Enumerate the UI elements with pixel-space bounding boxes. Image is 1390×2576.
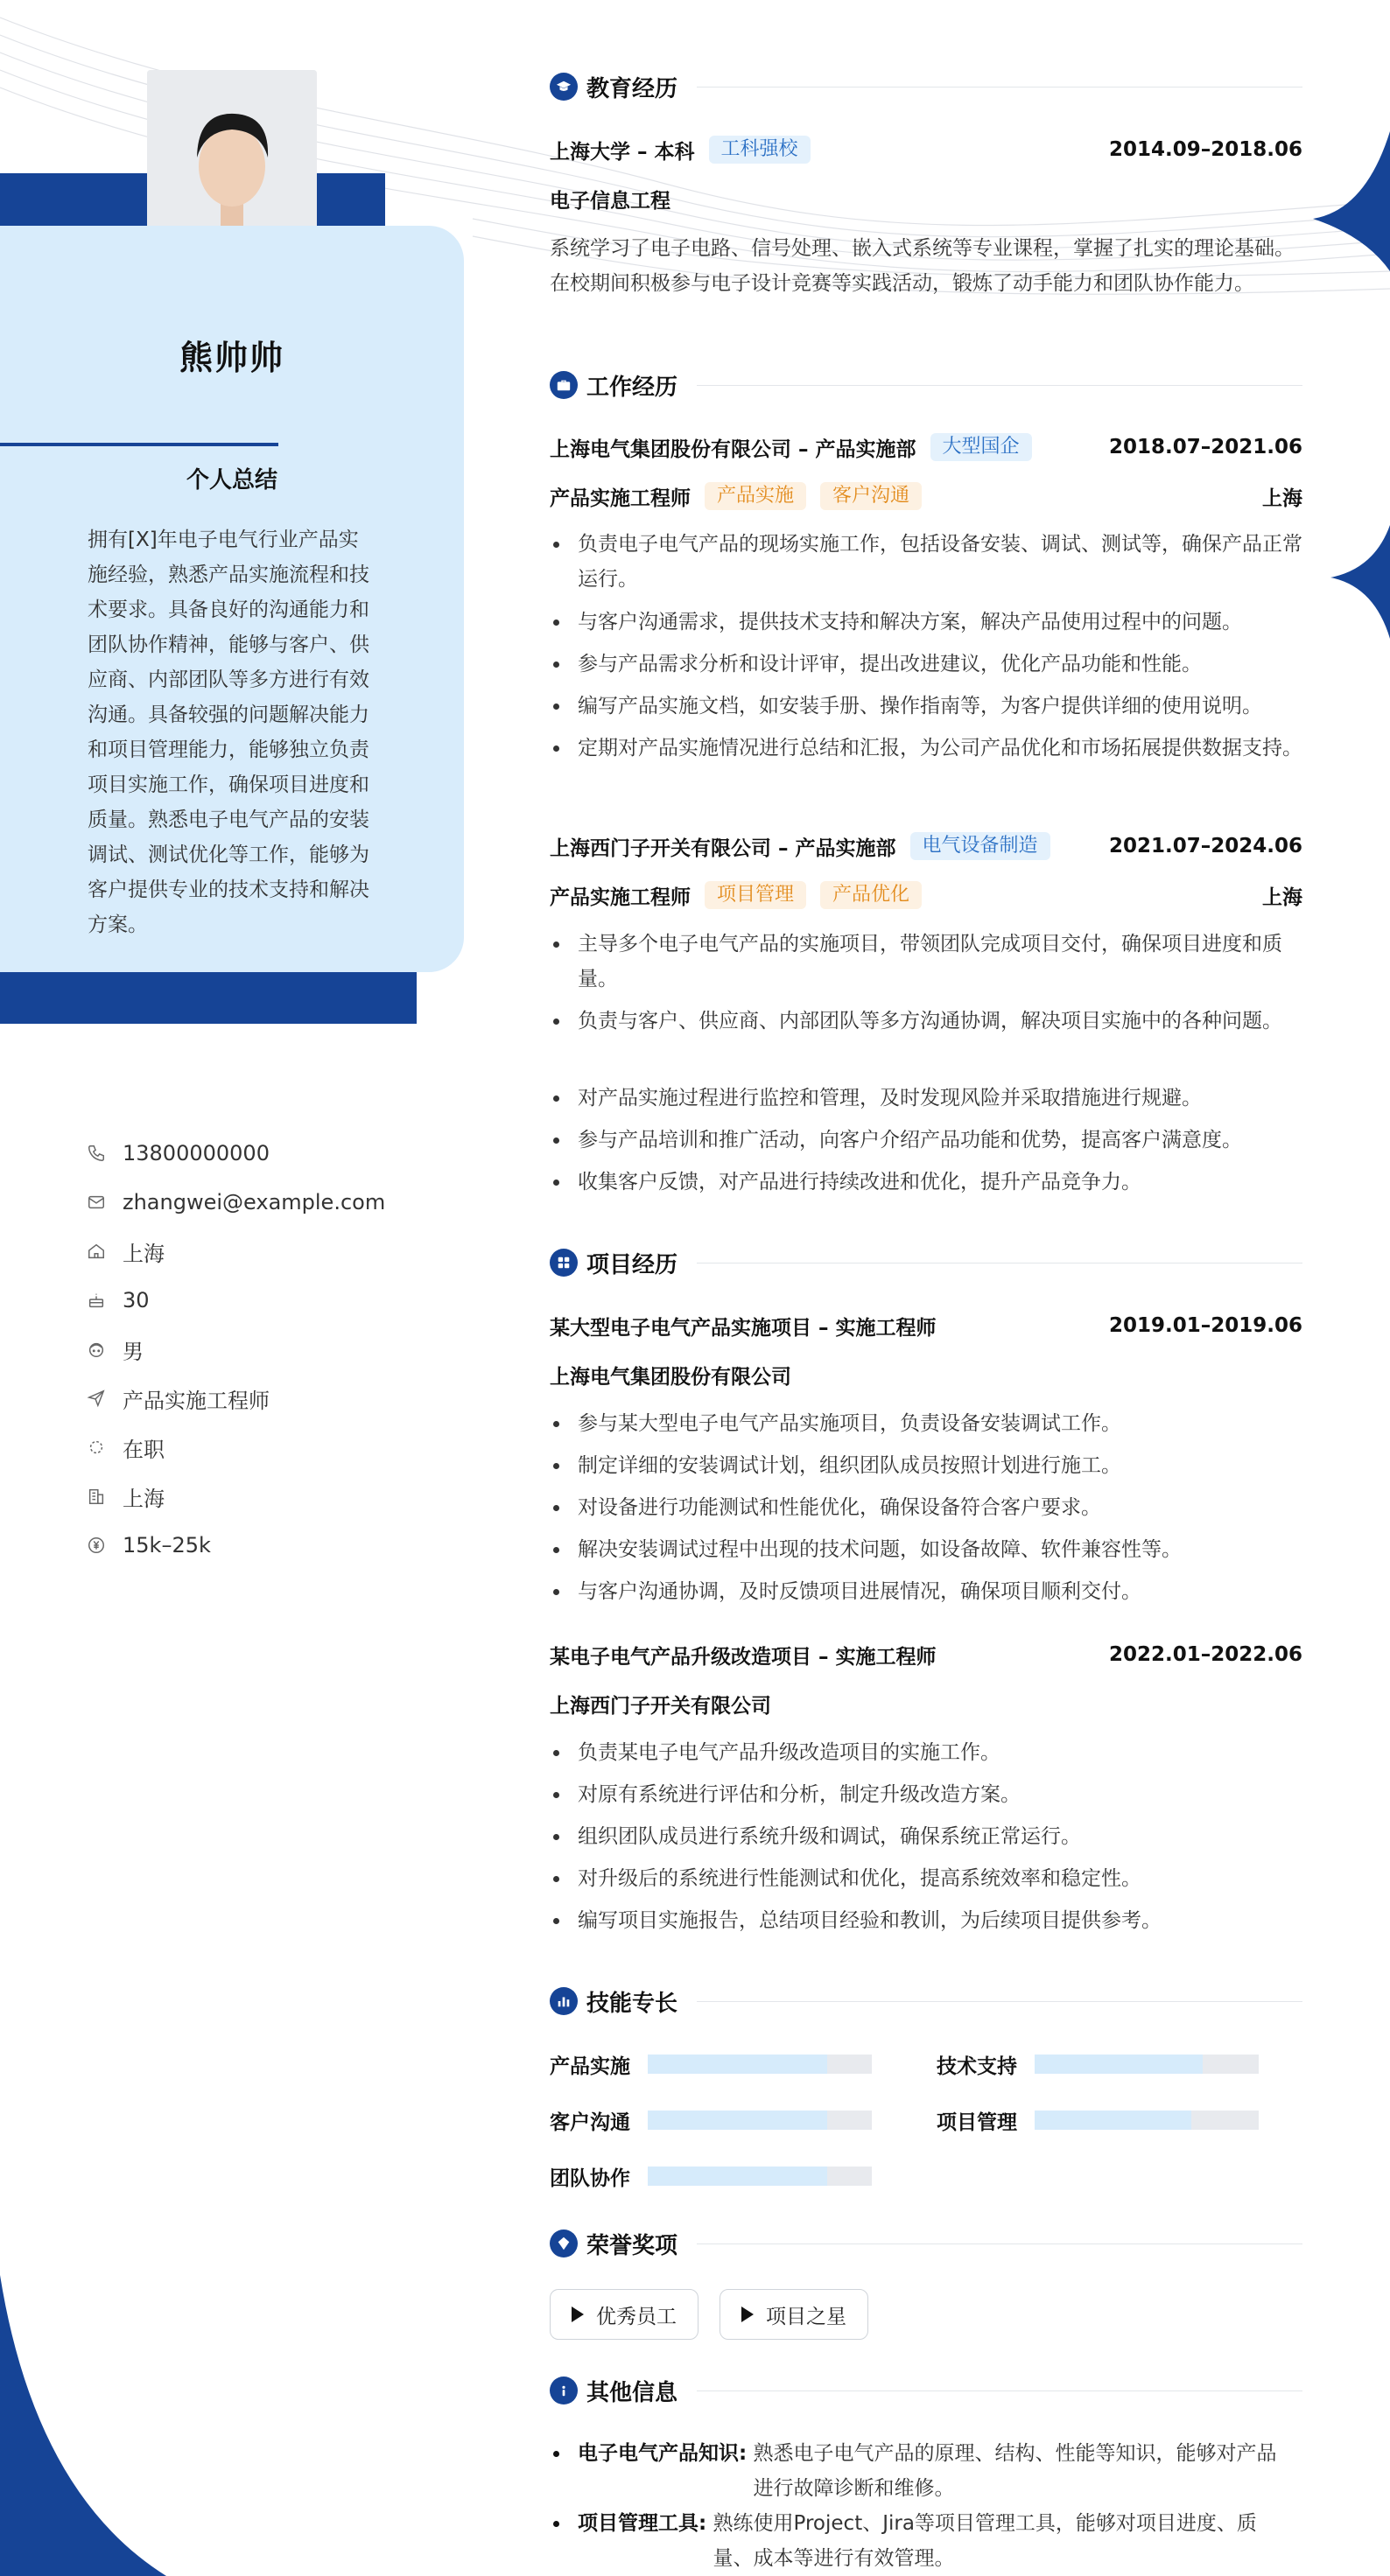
bar-chart-icon [550, 1987, 578, 2015]
list-item: 收集客户反馈，对产品进行持续改进和优化，提升产品竞争力。 [550, 1165, 1302, 1200]
contact-city [86, 1472, 385, 1521]
skill-item [550, 2047, 872, 2082]
send-icon [86, 1388, 107, 1409]
section-title: 荣誉奖项 [586, 2232, 678, 2259]
list-item: 解决安装调试过程中出现的技术问题，如设备故障、软件兼容性等。 [550, 1532, 1302, 1567]
company-tag: 电气设备制造 [910, 832, 1050, 860]
contact-text: 产品实施工程师 [123, 1388, 270, 1413]
skill-level-fill [648, 2166, 827, 2186]
play-icon [572, 2306, 584, 2322]
skill-item [937, 2103, 1259, 2138]
section-title: 工作经历 [586, 374, 678, 401]
list-item: 定期对产品实施情况进行总结和汇报，为公司产品优化和市场拓展提供数据支持。 [550, 731, 1302, 766]
section-divider [697, 2390, 1302, 2391]
list-item: 主导多个电子电气产品的实施项目，带领团队完成项目交付，确保项目进度和质量。 [550, 927, 1302, 997]
award-icon [550, 2230, 578, 2258]
company-tag: 大型国企 [930, 433, 1032, 461]
skill-bar [1035, 2054, 1259, 2074]
list-item: 负责电子电气产品的现场实施工作，包括设备安装、调试、测试等，确保产品正常运行。 [550, 527, 1302, 597]
job-date: 2018.07–2021.06 [1108, 436, 1302, 458]
contact-age [86, 1276, 385, 1325]
graduation-cap-icon [550, 73, 578, 101]
list-item: 对设备进行功能测试和性能优化，确保设备符合客户要求。 [550, 1490, 1302, 1525]
job-header-row [550, 430, 1302, 465]
contact-gender [86, 1325, 385, 1374]
play-icon [741, 2306, 754, 2322]
section-work-header [550, 368, 1302, 402]
list-item: 参与产品需求分析和设计评审，提出改进建议，优化产品功能和性能。 [550, 647, 1302, 682]
education-major-row [550, 181, 1302, 216]
skill-name: 团队协作 [550, 2166, 630, 2190]
home-icon [86, 1241, 107, 1262]
contact-text: 30 [123, 1288, 150, 1312]
gender-icon [86, 1339, 107, 1360]
contact-status [86, 1423, 385, 1472]
list-item [550, 2436, 1302, 2506]
building-icon [86, 1486, 107, 1507]
contact-text: 上海 [123, 1486, 165, 1511]
list-item: 对产品实施过程进行监控和管理，及时发现风险并采取措施进行规避。 [550, 1081, 1302, 1116]
project-date: 2022.01–2022.06 [1108, 1643, 1302, 1666]
skill-level-fill [1035, 2110, 1191, 2130]
section-title: 教育经历 [586, 75, 678, 102]
list-item: 对原有系统进行评估和分析，制定升级改造方案。 [550, 1777, 1302, 1812]
list-item: 参与某大型电子电气产品实施项目，负责设备安装调试工作。 [550, 1406, 1302, 1441]
job-role-row [550, 878, 1302, 913]
briefcase-icon [550, 371, 578, 399]
contact-text: 13800000000 [123, 1141, 270, 1166]
contact-text: 男 [123, 1339, 144, 1364]
contact-text: 在职 [123, 1437, 165, 1462]
skill-tag: 客户沟通 [820, 482, 922, 510]
skill-tag: 项目管理 [705, 881, 806, 909]
list-item: 组织团队成员进行系统升级和调试，确保系统正常运行。 [550, 1819, 1302, 1854]
skill-item [937, 2047, 1259, 2082]
skill-bar [648, 2166, 872, 2186]
phone-icon [86, 1143, 107, 1164]
list-item: 编写产品实施文档，如安装手册、操作指南等，为客户提供详细的使用说明。 [550, 689, 1302, 724]
job-role-row [550, 479, 1302, 514]
job-header-row [550, 829, 1302, 864]
major: 电子信息工程 [550, 189, 670, 213]
section-divider [697, 1263, 1302, 1264]
contact-text: zhangwei@example.com [123, 1190, 386, 1214]
project-company: 上海电气集团股份有限公司 [550, 1365, 791, 1389]
skill-bar [648, 2110, 872, 2130]
list-item: 制定详细的安装调试计划，组织团队成员按照计划进行施工。 [550, 1448, 1302, 1483]
list-item: 负责某电子电气产品升级改造项目的实施工作。 [550, 1735, 1302, 1770]
skill-name: 客户沟通 [550, 2110, 630, 2134]
summary-text: 拥有[X]年电子电气行业产品实施经验，熟悉产品实施流程和技术要求。具备良好的沟通能力和团队协作精神，能够与客户、供应商、内部团队等多方进行有效沟通。具备较强的问题解决能力和项目管理能力，能够独立负责项目实施工作，确保项目进度和质量。熟悉电子电气产品的安装调试、测试优化等工作，能够为客户提供专业的技术支持和解决方案。 [88, 528, 369, 936]
education-date: 2014.09–2018.06 [1108, 138, 1302, 161]
list-item: 参与产品培训和推广活动，向客户介绍产品功能和优势，提高客户满意度。 [550, 1123, 1302, 1158]
contact-phone [86, 1129, 385, 1178]
skill-level-fill [648, 2054, 827, 2074]
mail-icon [86, 1192, 107, 1213]
award-badge [550, 2289, 699, 2340]
section-divider [697, 87, 1302, 88]
skill-name: 项目管理 [937, 2110, 1017, 2134]
contact-list [86, 1129, 385, 1570]
section-divider [697, 2001, 1302, 2002]
project-company-row [550, 1686, 1302, 1721]
grid-icon [550, 1249, 578, 1277]
award-badge [720, 2289, 868, 2340]
school-name: 上海大学 – 本科 [550, 140, 695, 164]
skill-tag: 产品实施 [705, 482, 806, 510]
list-item: 与客户沟通协调，及时反馈项目进展情况，确保项目顺利交付。 [550, 1574, 1302, 1609]
list-item: 编写项目实施报告，总结项目经验和教训，为后续项目提供参考。 [550, 1903, 1302, 1938]
sidebar [0, 0, 490, 2576]
candidate-name: 熊帅帅 [179, 339, 284, 377]
contact-position [86, 1374, 385, 1423]
company-name: 上海电气集团股份有限公司 – 产品实施部 [550, 438, 916, 461]
section-projects-header [550, 1245, 1302, 1280]
skill-bar [648, 2054, 872, 2074]
cake-icon [86, 1290, 107, 1311]
section-title: 技能专长 [586, 1990, 678, 2017]
project-date: 2019.01–2019.06 [1108, 1314, 1302, 1337]
education-header-row [550, 132, 1302, 167]
contact-text: 15k–25k [123, 1533, 211, 1558]
project-header-row [550, 1308, 1302, 1343]
job-role: 产品实施工程师 [550, 886, 691, 909]
job-date: 2021.07–2024.06 [1108, 835, 1302, 858]
school-tag: 工科强校 [709, 136, 811, 164]
skill-name: 产品实施 [550, 2054, 630, 2078]
job-location: 上海 [1262, 486, 1302, 510]
list-item: 负责与客户、供应商、内部团队等多方沟通协调，解决项目实施中的各种问题。 [550, 1004, 1302, 1039]
contact-salary [86, 1521, 385, 1570]
contact-email [86, 1178, 385, 1227]
skill-level-fill [1035, 2054, 1203, 2074]
info-key: 项目管理工具: [578, 2512, 707, 2535]
contact-location [86, 1227, 385, 1276]
list-item: 对升级后的系统进行性能测试和优化，提高系统效率和稳定性。 [550, 1861, 1302, 1896]
skill-item [550, 2159, 872, 2194]
project-name: 某大型电子电气产品实施项目 – 实施工程师 [550, 1316, 937, 1340]
project-header-row [550, 1637, 1302, 1672]
status-icon [86, 1437, 107, 1458]
award-label: 优秀员工 [596, 2305, 677, 2328]
job-location: 上海 [1262, 886, 1302, 909]
info-key: 电子电气产品知识: [578, 2442, 748, 2465]
section-other-header [550, 2373, 1302, 2408]
skill-name: 技术支持 [937, 2054, 1017, 2078]
project-name: 某电子电气产品升级改造项目 – 实施工程师 [550, 1645, 937, 1669]
skill-item [550, 2103, 872, 2138]
section-skills-header [550, 1984, 1302, 2019]
contact-text: 上海 [123, 1241, 165, 1266]
info-value: 熟练使用Project、Jira等项目管理工具，能够对项目进度、质量、成本等进行有效管理。 [713, 2512, 1257, 2570]
list-item: 与客户沟通需求，提供技术支持和解决方案，解决产品使用过程中的问题。 [550, 605, 1302, 640]
section-awards-header [550, 2226, 1302, 2261]
summary-divider [0, 443, 278, 446]
skill-tag: 产品优化 [820, 881, 922, 909]
company-name: 上海西门子开关有限公司 – 产品实施部 [550, 836, 896, 860]
info-icon [550, 2376, 578, 2404]
skill-bar [1035, 2110, 1259, 2130]
skill-level-fill [648, 2110, 827, 2130]
award-label: 项目之星 [766, 2305, 846, 2328]
project-company: 上海西门子开关有限公司 [550, 1694, 771, 1718]
section-title: 项目经历 [586, 1251, 678, 1278]
job-role: 产品实施工程师 [550, 486, 691, 510]
section-title: 其他信息 [586, 2379, 678, 2406]
salary-icon [86, 1535, 107, 1556]
section-divider [697, 385, 1302, 386]
list-item [550, 2506, 1302, 2576]
education-description: 系统学习了电子电路、信号处理、嵌入式系统等专业课程，掌握了扎实的理论基础。在校期间积极参与电子设计竞赛等实践活动，锻炼了动手能力和团队协作能力。 [550, 237, 1295, 295]
summary-title: 个人总结 [186, 467, 277, 494]
info-value: 熟悉电子电气产品的原理、结构、性能等知识，能够对产品进行故障诊断和维修。 [753, 2442, 1277, 2500]
section-education-header [550, 69, 1302, 104]
project-company-row [550, 1357, 1302, 1392]
